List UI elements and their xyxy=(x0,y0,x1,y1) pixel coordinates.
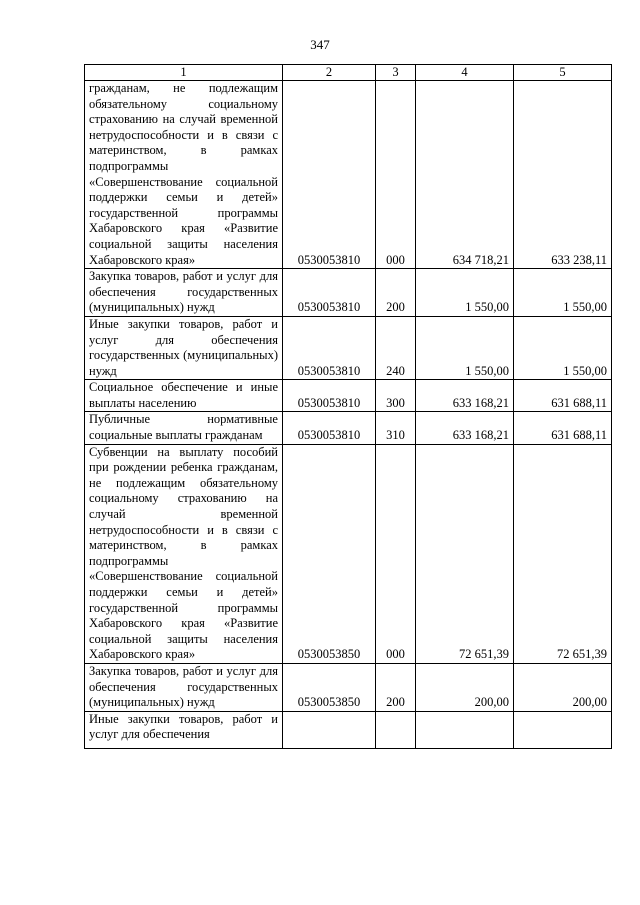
amount-year-1: 1 550,00 xyxy=(416,316,514,379)
target-article-code: 0530053810 xyxy=(283,269,376,317)
target-article-code: 0530053810 xyxy=(283,412,376,444)
column-header-1: 1 xyxy=(85,65,283,81)
expense-type-code: 000 xyxy=(376,444,416,663)
amount-year-2 xyxy=(514,711,612,748)
column-header-5: 5 xyxy=(514,65,612,81)
expense-type-code: 300 xyxy=(376,380,416,412)
row-name: Закупка товаров, работ и услуг для обеспечения государственных (муниципальных) нужд xyxy=(85,269,283,317)
table-row xyxy=(85,380,612,412)
row-name: Иные закупки товаров, работ и услуг для обеспечения государственных (муниципальных) нужд xyxy=(85,316,283,379)
target-article-code: 0530053810 xyxy=(283,380,376,412)
target-article-code: 0530053850 xyxy=(283,663,376,711)
amount-year-2: 631 688,11 xyxy=(514,380,612,412)
amount-year-2: 633 238,11 xyxy=(514,81,612,269)
target-article-code: 0530053810 xyxy=(283,81,376,269)
amount-year-2: 631 688,11 xyxy=(514,412,612,444)
target-article-code: 0530053810 xyxy=(283,316,376,379)
amount-year-1: 200,00 xyxy=(416,663,514,711)
column-number-row xyxy=(85,65,612,81)
expense-type-code: 200 xyxy=(376,663,416,711)
table-row xyxy=(85,269,612,317)
row-name: Иные закупки товаров, работ и услуг для обеспечения xyxy=(85,711,283,748)
expense-type-code xyxy=(376,711,416,748)
row-name: Публичные нормативные социальные выплаты гражданам xyxy=(85,412,283,444)
expense-type-code: 310 xyxy=(376,412,416,444)
column-header-3: 3 xyxy=(376,65,416,81)
budget-table xyxy=(84,64,612,749)
table-row xyxy=(85,663,612,711)
target-article-code: 0530053850 xyxy=(283,444,376,663)
amount-year-1 xyxy=(416,711,514,748)
table-row xyxy=(85,81,612,269)
target-article-code xyxy=(283,711,376,748)
row-name: Субвенции на выплату пособий при рождении ребенка гражданам, не подлежащим обязательному социальному страхованию на случай временной нетрудоспособности и в связи с материнством, в рамках подпрограммы «Совершенствование социальной поддержки семьи и детей» государственной программы Хабаровского края «Развитие социальной защиты населения Хабаровского края» xyxy=(85,444,283,663)
table-row xyxy=(85,412,612,444)
amount-year-2: 200,00 xyxy=(514,663,612,711)
amount-year-1: 633 168,21 xyxy=(416,380,514,412)
amount-year-1: 634 718,21 xyxy=(416,81,514,269)
expense-type-code: 000 xyxy=(376,81,416,269)
amount-year-2: 1 550,00 xyxy=(514,269,612,317)
expense-type-code: 200 xyxy=(376,269,416,317)
amount-year-2: 1 550,00 xyxy=(514,316,612,379)
row-name: гражданам, не подлежащим обязательному социальному страхованию на случай временной нетрудоспособности и в связи с материнством, в рамках подпрограммы «Совершенствование социальной поддержки семьи и детей» государственной программы Хабаровского края «Развитие социальной защиты населения Хабаровского края» xyxy=(85,81,283,269)
amount-year-1: 633 168,21 xyxy=(416,412,514,444)
expense-type-code: 240 xyxy=(376,316,416,379)
amount-year-1: 1 550,00 xyxy=(416,269,514,317)
row-name: Социальное обеспечение и иные выплаты населению xyxy=(85,380,283,412)
table-row xyxy=(85,711,612,748)
column-header-4: 4 xyxy=(416,65,514,81)
page-number: 347 xyxy=(310,37,330,52)
table-row xyxy=(85,316,612,379)
table-row xyxy=(85,444,612,663)
row-name: Закупка товаров, работ и услуг для обеспечения государственных (муниципальных) нужд xyxy=(85,663,283,711)
amount-year-2: 72 651,39 xyxy=(514,444,612,663)
column-header-2: 2 xyxy=(283,65,376,81)
amount-year-1: 72 651,39 xyxy=(416,444,514,663)
